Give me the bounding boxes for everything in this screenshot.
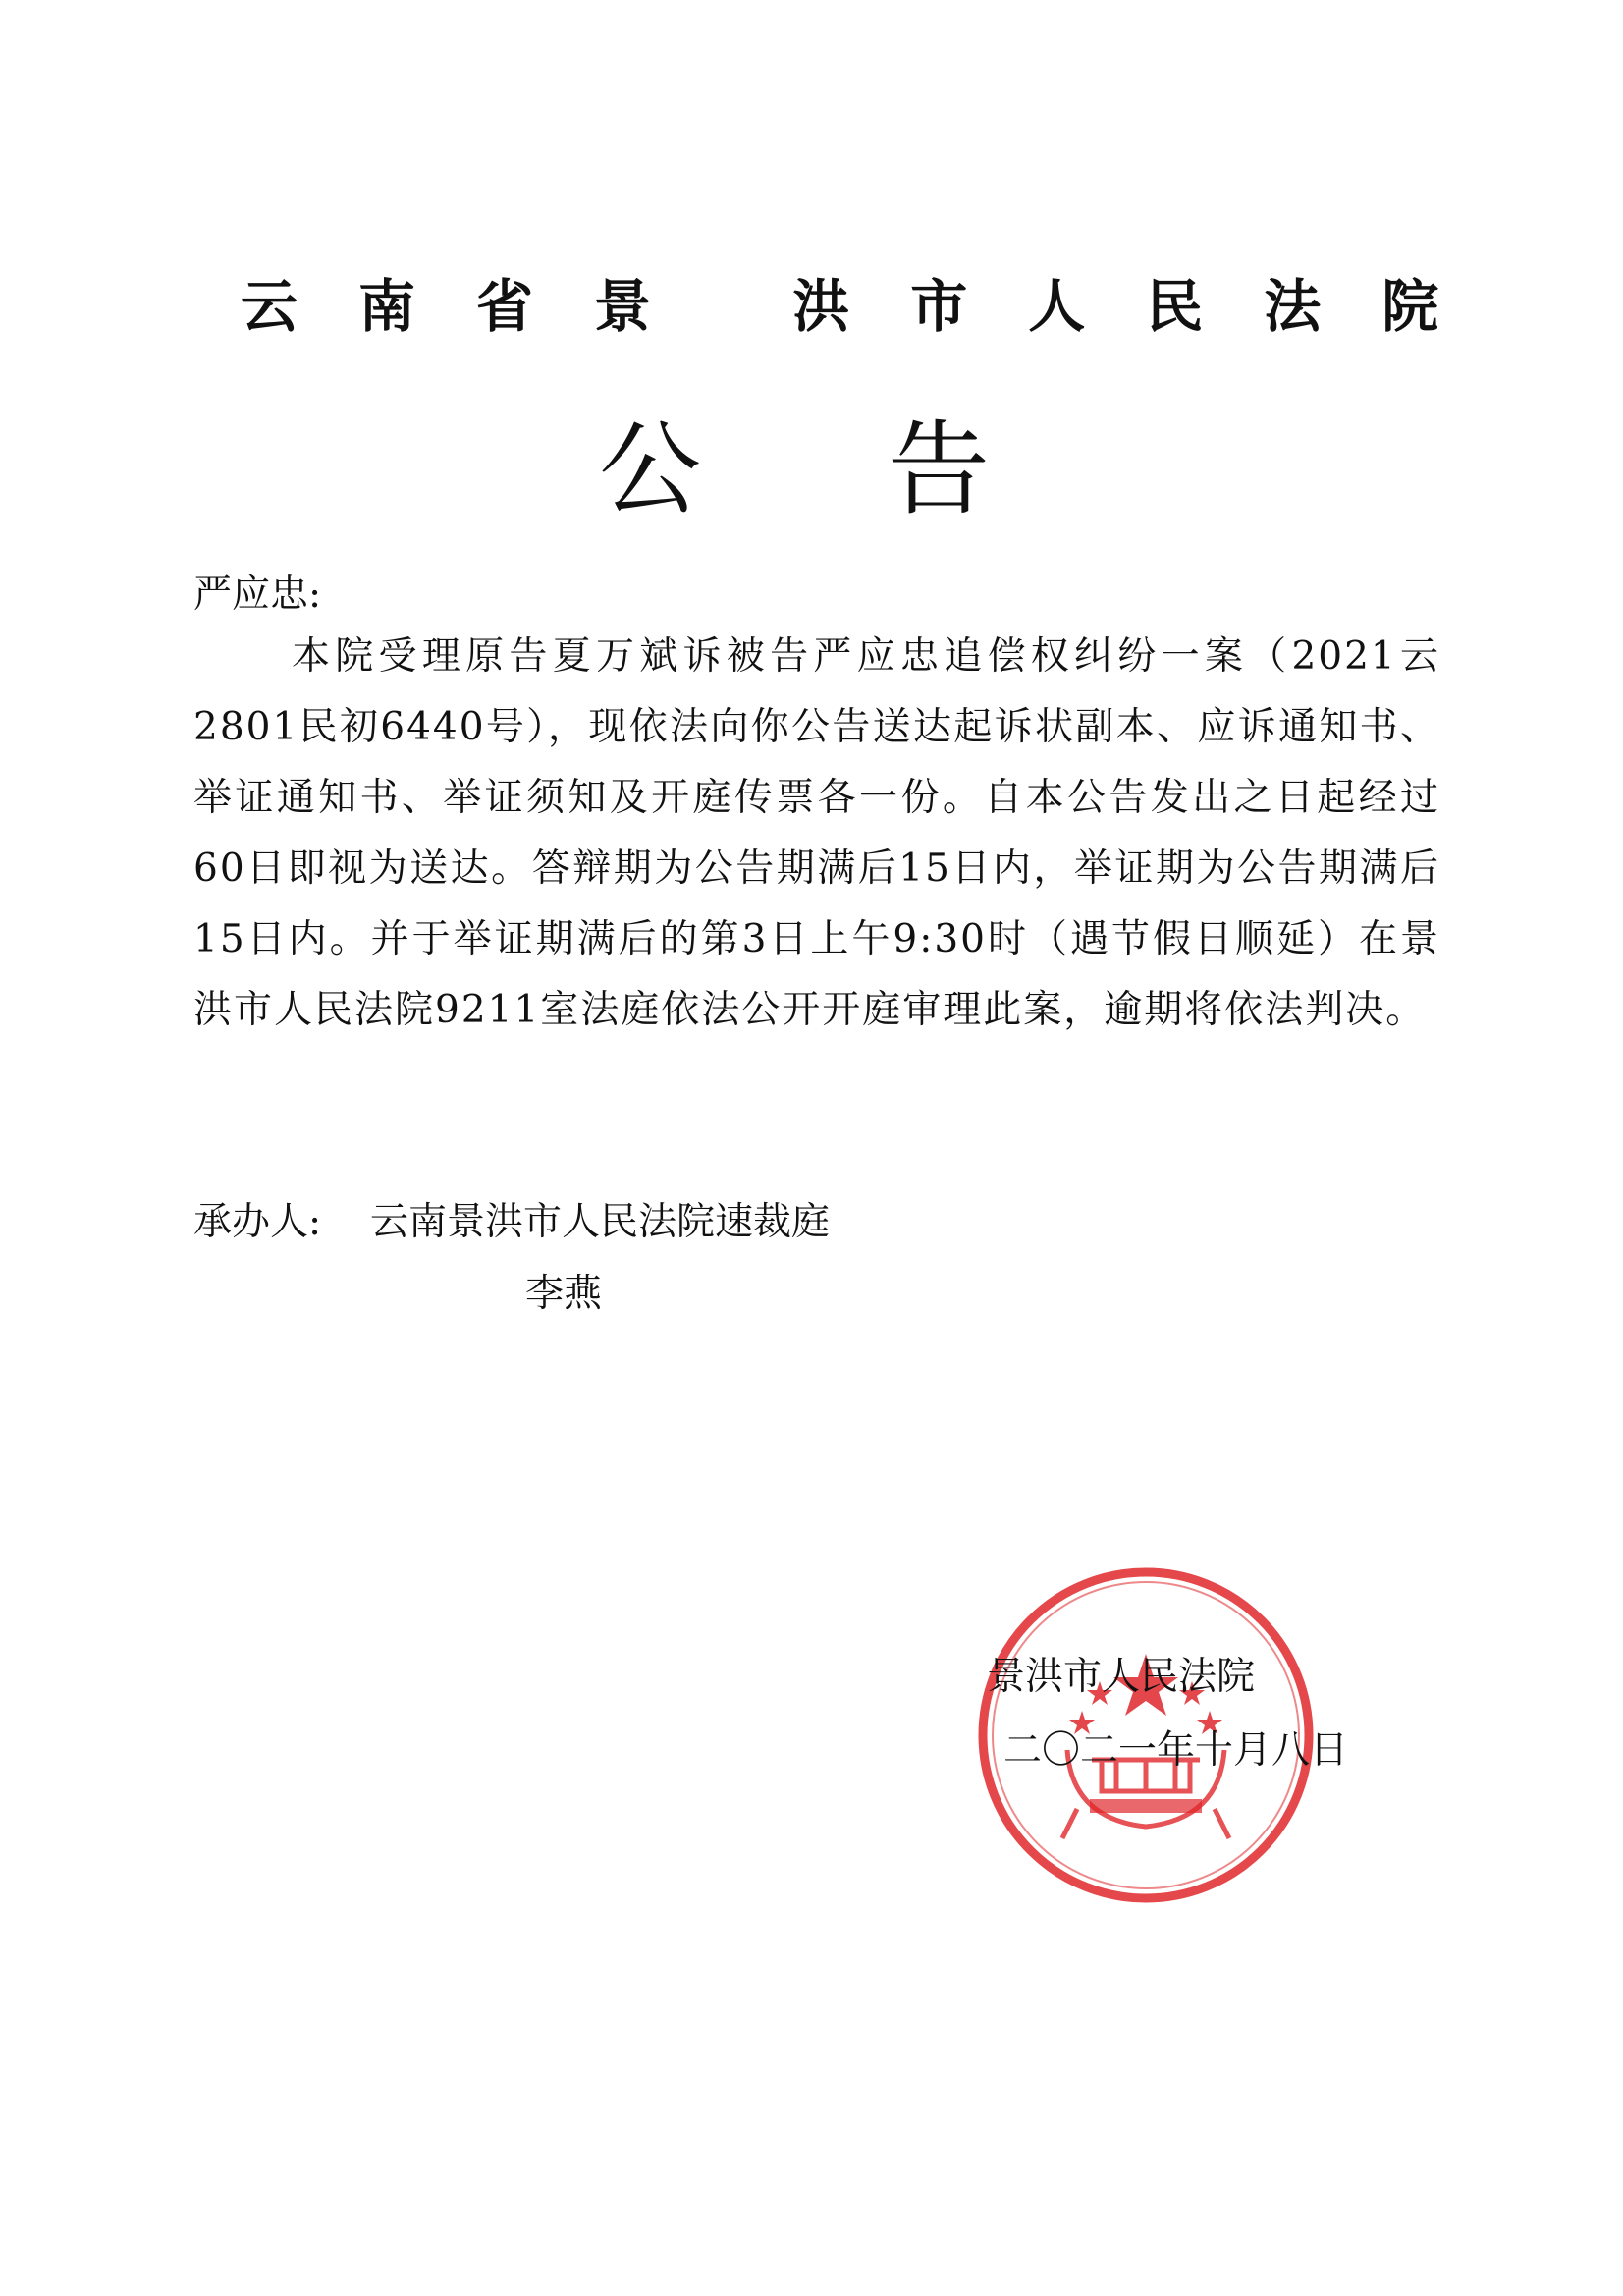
signature-date: 二〇二一年十月八日	[1003, 1728, 1349, 1773]
notice-body: 本院受理原告夏万斌诉被告严应忠追偿权纠纷一案（2021云2801民初6440号），现依法向你公告送达起诉状副本、应诉通知书、举证通知书、举证须知及开庭传票各一份。自本公告发出之日起经过60日即视为送达。答辩期为公告期满后15日内，举证期为公告期满后15日内。并于举证期满后的第3日上午9:30时（遇节假日顺延）在景洪市人民法院9211室法庭依法公开开庭审理此案，逾期将依法判决。	[193, 634, 1440, 1032]
handler-department: 云南景洪市人民法院速裁庭	[370, 1200, 831, 1244]
handler-name: 李燕	[525, 1272, 603, 1316]
handler-label: 承办人:	[193, 1200, 322, 1244]
addressee: 严应忠:	[193, 573, 322, 617]
handler-row	[193, 1195, 830, 1250]
signature-court: 景洪市人民法院	[987, 1655, 1256, 1699]
court-name-heading: 云南省景 洪市人民法院	[241, 273, 1500, 340]
notice-title: 公告	[599, 410, 1177, 529]
